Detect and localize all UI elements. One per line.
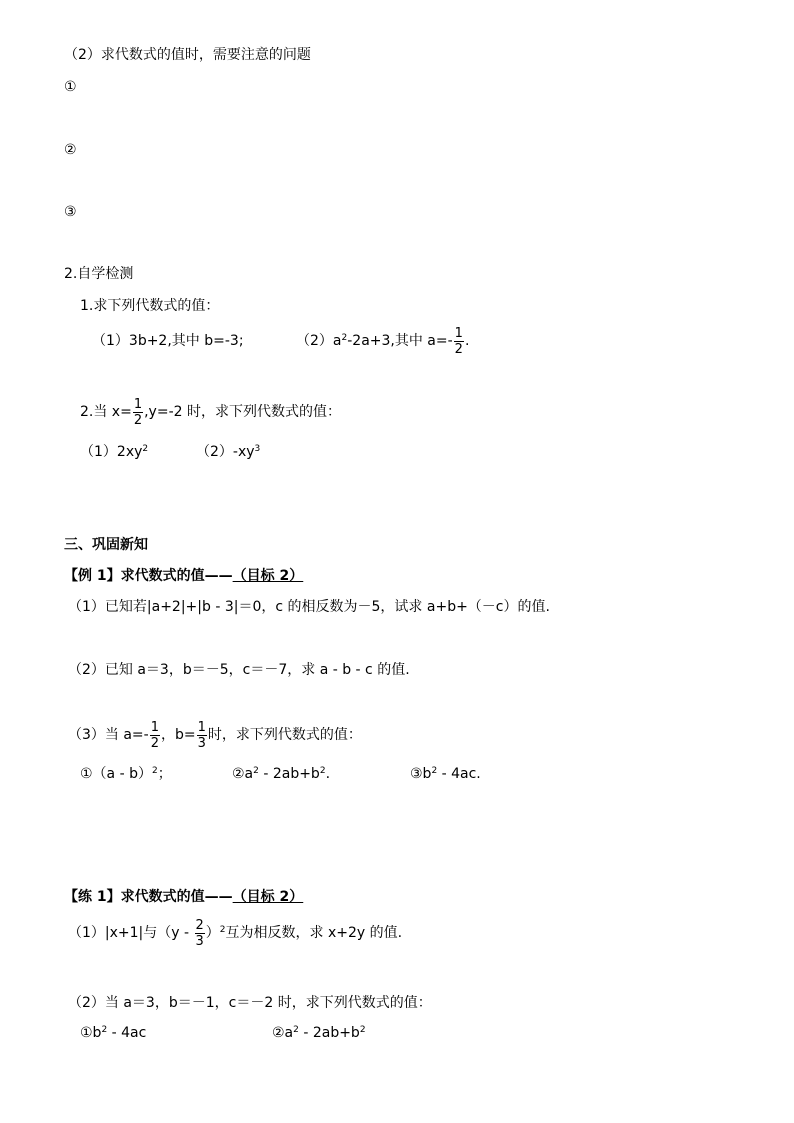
q1b-denominator: 2 <box>454 341 463 357</box>
section3-heading: 三、巩固新知 <box>64 537 148 553</box>
practice1-goal: （目标 2） <box>232 889 304 905</box>
q2-fraction <box>133 397 143 428</box>
notice-item-2-marker: ② <box>64 142 77 158</box>
practice1-title-text: 【练 1】求代数式的值—— <box>64 889 233 905</box>
ex1-item3-text: ③b <box>410 766 432 782</box>
q2-prefix: 2.当 x= <box>80 404 132 420</box>
notice-item-1-marker: ① <box>64 79 77 95</box>
practice1-q2: （2）当 a＝3，b＝－1，c＝－2 时，求下列代数式的值： <box>68 995 432 1011</box>
q2a-exponent: 2 <box>142 444 149 454</box>
pr1-q1-middle: ） <box>205 925 220 941</box>
q1b-exponent: 2 <box>341 333 348 343</box>
ex1-item1-text: ①（a - b） <box>80 766 152 782</box>
pr1-item1-exponent: 2 <box>101 1025 108 1035</box>
example1-q3 <box>68 717 362 753</box>
q1b-fraction <box>454 326 464 357</box>
pr1-item2-middle: - 2ab+b <box>298 1025 360 1041</box>
practice1-item-1 <box>80 1024 146 1042</box>
example1-title <box>64 567 303 585</box>
self-check-q1-title: 1.求下列代数式的值： <box>80 298 220 314</box>
self-check-q1a: （1）3b+2,其中 b=-3; <box>92 333 244 349</box>
q2b-text: （2）-xy <box>196 444 255 460</box>
ex1-q3-denominator-a: 2 <box>150 735 159 751</box>
ex1-item3-exponent: 2 <box>431 766 438 776</box>
practice1-title <box>64 888 303 906</box>
ex1-q3-numerator-b: 1 <box>197 719 206 735</box>
ex1-q3-numerator-a: 1 <box>150 719 159 735</box>
example1-goal: （目标 2） <box>232 568 304 584</box>
q1b-end: . <box>464 333 470 349</box>
ex1-item2-end: . <box>325 766 331 782</box>
ex1-q3-denominator-b: 3 <box>197 735 206 751</box>
example1-item-1 <box>80 765 172 783</box>
pr1-item2-exponent-1: 2 <box>293 1025 299 1035</box>
ex1-item2-text: ②a <box>232 766 254 782</box>
q1b-middle: -2a+3,其中 a=- <box>347 333 453 349</box>
ex1-item1-end: ； <box>157 766 172 782</box>
ex1-q3-middle: ，b= <box>161 727 196 743</box>
example1-q2: （2）已知 a＝3，b＝－5，c＝－7，求 a - b - c 的值. <box>68 662 410 678</box>
ex1-item2-exponent-2: 2 <box>319 766 326 776</box>
q2b-exponent: 3 <box>254 444 261 454</box>
notice-item-3-marker: ③ <box>64 204 77 220</box>
example1-q1: （1）已知若|a+2|+|b - 3|＝0，c 的相反数为－5，试求 a+b+（－c）的值. <box>68 599 550 615</box>
q1b-prefix: （2）a <box>296 333 342 349</box>
pr1-q1-prefix: （1）|x+1|与（y - <box>68 925 194 941</box>
self-check-q1b <box>296 323 469 359</box>
example1-item-2 <box>232 765 330 783</box>
pr1-item1-text: ①b <box>80 1025 102 1041</box>
pr1-q1-exponent: 2 <box>219 925 226 935</box>
self-check-heading: 2.自学检测 <box>64 266 134 282</box>
practice1-item-2 <box>272 1024 366 1042</box>
pr1-item1-end: - 4ac <box>107 1025 147 1041</box>
ex1-q3-postfix: 时，求下列代数式的值： <box>207 727 362 743</box>
pr1-item2-text: ②a <box>272 1025 294 1041</box>
self-check-q2b <box>196 443 260 461</box>
ex1-item1-exponent: 2 <box>151 766 158 776</box>
ex1-q3-fraction-a <box>150 720 160 751</box>
ex1-item3-end: - 4ac. <box>437 766 481 782</box>
practice1-q1 <box>68 915 402 951</box>
pr1-q1-denominator: 3 <box>195 933 204 949</box>
self-check-q2a <box>80 443 148 461</box>
q2-numerator: 1 <box>133 396 143 412</box>
ex1-q3-fraction-b <box>197 720 207 751</box>
q2-denominator: 2 <box>133 412 143 428</box>
pr1-item2-exponent-2: 2 <box>359 1025 366 1035</box>
q2-postfix: ,y=-2 时，求下列代数式的值： <box>144 404 341 420</box>
ex1-item2-middle: - 2ab+b <box>258 766 320 782</box>
ex1-item2-exponent-1: 2 <box>253 766 259 776</box>
self-check-q2 <box>80 394 341 430</box>
example1-title-text: 【例 1】求代数式的值—— <box>64 568 233 584</box>
q1b-numerator: 1 <box>454 325 463 341</box>
pr1-q1-fraction <box>195 918 205 949</box>
pr1-q1-postfix: 互为相反数，求 x+2y 的值. <box>225 925 403 941</box>
ex1-q3-prefix: （3）当 a=- <box>68 727 149 743</box>
q2a-text: （1）2xy <box>80 444 143 460</box>
notice-title: （2）求代数式的值时，需要注意的问题 <box>64 47 311 63</box>
pr1-q1-numerator: 2 <box>195 917 204 933</box>
example1-item-3 <box>410 765 481 783</box>
